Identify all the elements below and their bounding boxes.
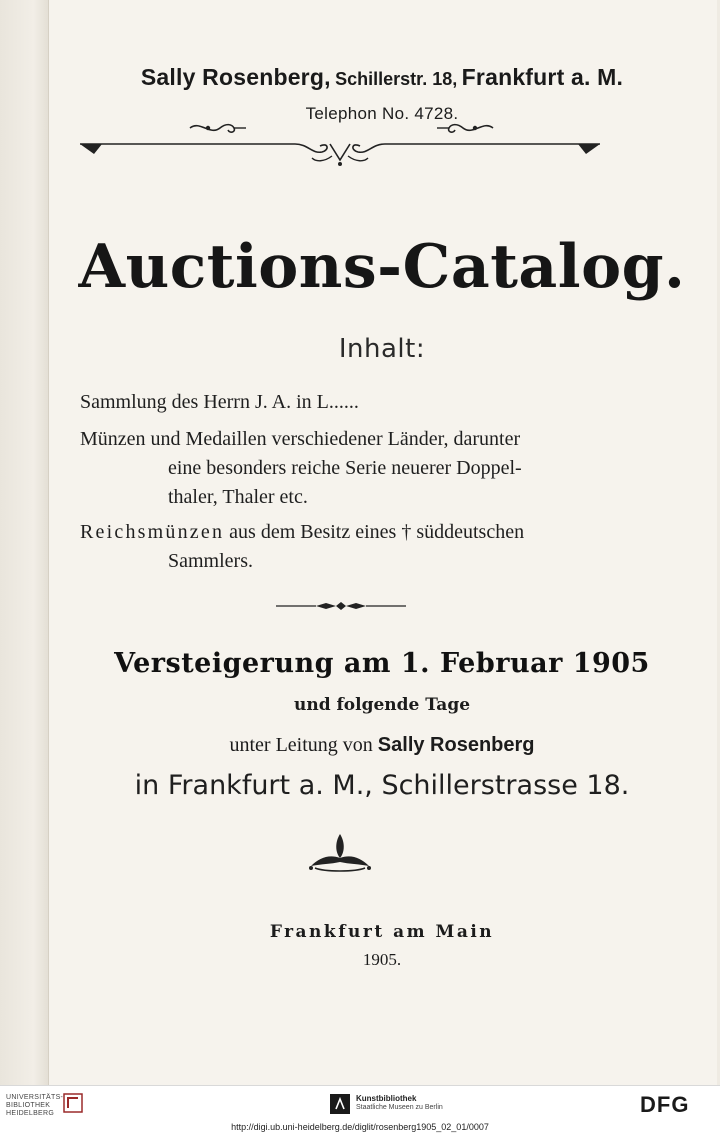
auction-direction (48, 734, 716, 757)
contents-line-2: Münzen und Medaillen verschiedener Länder, darunter (80, 428, 521, 450)
auction-location: in Frankfurt a. M., Schillerstrasse 18. (134, 770, 630, 801)
floral-ornament-icon (305, 828, 375, 874)
source-url[interactable]: http://digi.ub.uni-heidelberg.de/diglit/rosenberg1905_02_01/0007 (231, 1122, 489, 1132)
reichsmuenzen-word: Reichsmünzen (80, 521, 225, 543)
contents-line-3: eine besonders reiche Serie neuerer Doppel- (168, 457, 522, 479)
contents-line-4: thaler, Thaler etc. (168, 486, 308, 508)
digitization-footer (0, 1085, 720, 1136)
publisher-name: Sally Rosenberg, (140, 64, 331, 90)
library-subtitle: Staatliche Museen zu Berlin (356, 1104, 443, 1111)
director-name: Sally Rosenberg (377, 734, 535, 756)
contents-line-5-rest: aus dem Besitz eines † süddeutschen (229, 521, 525, 543)
publisher-line (48, 64, 716, 91)
contents-line-6: Sammlers. (168, 550, 253, 572)
flourish-right-icon (435, 118, 495, 138)
header-rule-ornament (80, 138, 600, 178)
imprint-year: 1905. (362, 950, 402, 969)
contents-line-5 (80, 521, 524, 544)
contents-heading: Inhalt: (338, 334, 426, 364)
direction-prefix: unter Leitung von (229, 734, 373, 756)
auction-following-days: und folgende Tage (293, 695, 471, 715)
page-spine (0, 0, 48, 1085)
imprint-place: Frankfurt am Main (269, 922, 495, 942)
divider-ornament (276, 601, 406, 611)
library-name: Kunstbibliothek (356, 1094, 417, 1103)
telephone-line: Telephon No. 4728. (305, 104, 459, 123)
university-logo-icon (62, 1092, 84, 1114)
publisher-city: Frankfurt a. M. (461, 64, 624, 90)
university-label: UNIVERSITÄTS- BIBLIOTHEK HEIDELBERG (6, 1094, 64, 1117)
kunstbibliothek-logo-icon (330, 1094, 350, 1114)
contents-line-1: Sammlung des Herrn J. A. in L...... (80, 391, 359, 413)
auction-date: Versteigerung am 1. Februar 1905 (114, 648, 650, 679)
dfg-logo: DFG (640, 1092, 690, 1117)
publisher-street: Schillerstr. 18, (335, 69, 458, 89)
catalog-title: Auctions-Catalog. (78, 232, 686, 302)
flourish-left-icon (188, 118, 248, 138)
